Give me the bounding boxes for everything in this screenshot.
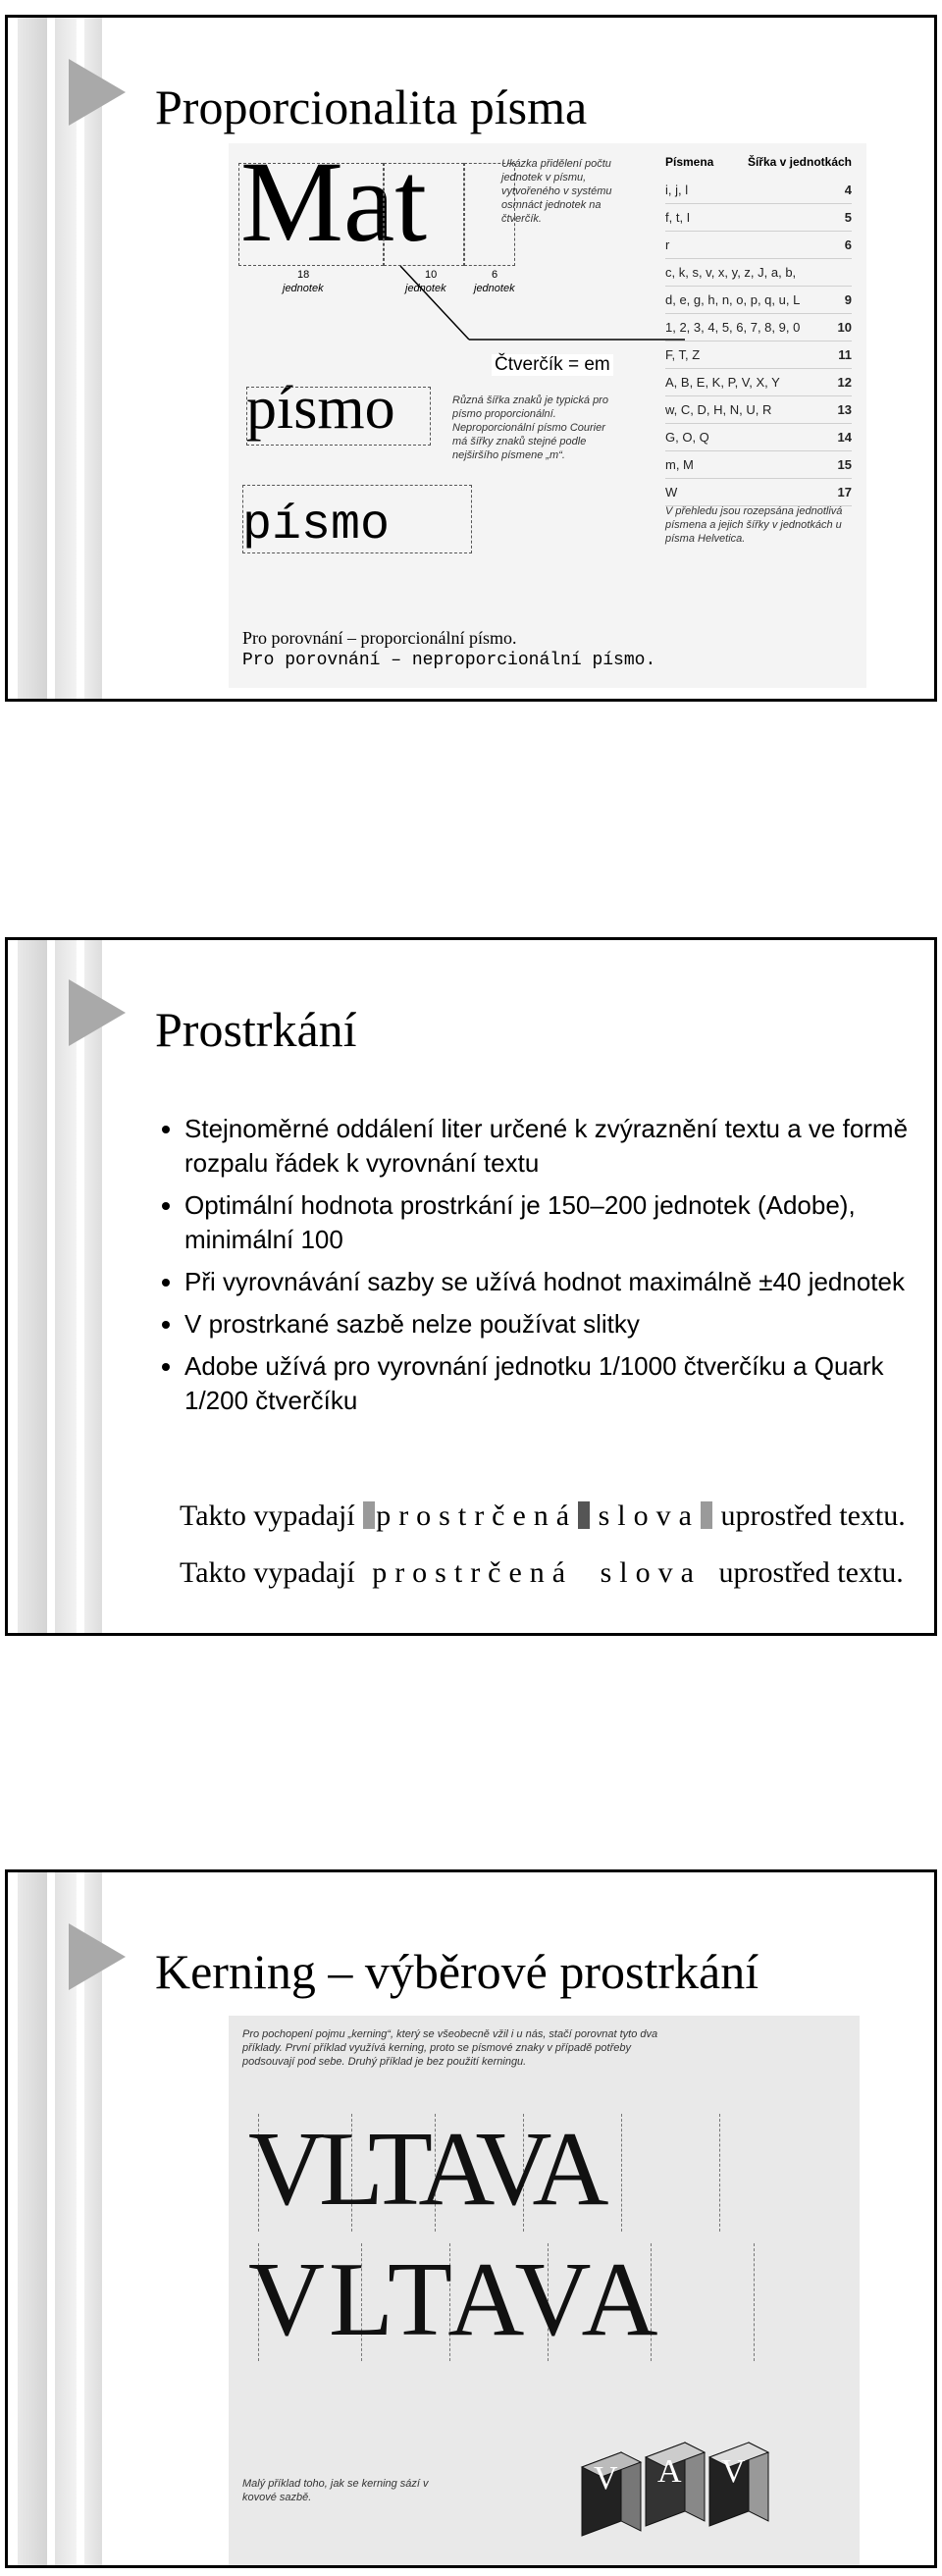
slide-title: Proporcionalita písma [155,79,588,134]
arrow-icon [69,979,126,1046]
note-proportional: Různá šířka znaků je typická pro písmo proporcionální. Neproporcionální písmo Courier má šířky znaků stejné podle nejširšího písmene „m“. [452,394,608,461]
slide-proporcionalita [5,15,937,702]
arrow-icon [69,1923,126,1990]
word-proportional: písmo [246,375,395,442]
table-cell-letters: w, C, D, H, N, U, R [665,402,772,417]
table-header: Písmena Šířka v jednotkách [665,155,852,169]
compare-proportional: Pro porovnání – proporcionální písmo. [242,628,517,648]
list-item: • V prostrkané sazbě nelze používat slitky [184,1307,937,1341]
table-cell-width: 15 [837,457,852,472]
slide-prostrkani [5,937,937,1636]
table-cell-letters: G, O, Q [665,430,709,445]
table-row [665,424,852,451]
figure-kerning [229,2016,860,2568]
table-cell-width: 10 [837,320,852,335]
mat-units: 18 10 6 jednotek jednotek jednotek [283,269,515,294]
table-cell-letters: m, M [665,457,694,472]
word-monospace: písmo [242,498,391,553]
sample-spaced-marked: Takto vypadají prostrčená slova uprostřed textu. [180,1499,906,1532]
table-cell-width: 11 [838,347,852,362]
svg-text:V: V [721,2453,746,2490]
letter-width-table [665,155,852,508]
list-item: • Při vyrovnávání sazby se užívá hodnot maximálně ±40 jednotek [184,1265,937,1299]
table-cell-width: 4 [844,183,852,197]
slide-kerning [5,1869,937,2568]
table-cell-letters: A, B, E, K, P, V, X, Y [665,375,780,390]
table-row [665,259,852,287]
slide-title: Prostrkání [155,1002,357,1057]
table-row [665,204,852,232]
table-cell-letters: 1, 2, 3, 4, 5, 6, 7, 8, 9, 0 [665,320,801,335]
table-cell-letters: W [665,485,678,499]
table-row [665,479,852,506]
list-item: • Adobe užívá pro vyrovnání jednotku 1/1000 čtverčíku a Quark 1/200 čtverčíku [184,1349,937,1418]
list-item: • Optimální hodnota prostrkání je 150–200 jednotek (Adobe), minimální 100 [184,1188,937,1257]
table-cell-width: 12 [837,375,852,390]
kerning-intro: Pro pochopení pojmu „kerning“, který se všeobecně vžil i u nás, stačí porovnat tyto dva příklady. První příklad využívá kerning, proto se písmové znaky v případě potřeby podsouvají pod sebe. Druhý příklad je bez použití kerningu. [242,2028,658,2068]
table-cell-letters: d, e, g, h, n, o, p, q, u, L [665,292,801,307]
table-note: V přehledu jsou rozepsána jednotlivá písmena a jejich šířky v jednotkách u písma Helvetica. [665,505,843,545]
table-cell-letters: c, k, s, v, x, y, z, J, a, b, [665,265,797,280]
ctvercik-label: Čtverčík = em [492,354,613,376]
table-row [665,342,852,369]
table-cell-letters: f, t, I [665,210,691,225]
table-row [665,314,852,342]
table-cell-width: 17 [837,485,852,499]
table-cell-width: 13 [837,402,852,417]
svg-text:A: A [657,2453,682,2490]
table-row [665,451,852,479]
table-cell-width: 9 [844,292,852,307]
metal-type-illustration [562,2428,798,2555]
table-row [665,287,852,314]
table-cell-width: 5 [844,210,852,225]
kerning-bottom-note: Malý příklad toho, jak se kerning sází v kovové sazbě. [242,2478,429,2503]
table-cell-width: 6 [844,237,852,252]
sample-spaced-plain: Takto vypadají prostrčená slova uprostřed textu. [180,1556,904,1589]
note-units: Ukázka přidělení počtu jednotek v písmu, vytvořeného v systému osmnáct jednotek na čtverčík. [501,158,612,225]
slide-title: Kerning – výběrové prostrkání [155,1944,759,1999]
word-kerned: VLTAVA [248,2111,603,2228]
table-cell-width: 14 [837,430,852,445]
svg-text:V: V [594,2460,618,2497]
table-row [665,396,852,424]
figure-proporcionalita [229,143,866,688]
table-row [665,177,852,204]
mat-word: Mat [240,143,428,266]
list-item: • Stejnoměrné oddálení liter určené k zvýraznění textu a ve formě rozpalu řádek k vyrovnání textu [184,1112,937,1181]
table-row [665,369,852,396]
bullet-list [155,1112,937,1426]
table-cell-letters: F, T, Z [665,347,701,362]
compare-monospace: Pro porovnání – neproporcionální písmo. [242,651,656,670]
arrow-icon [69,59,126,126]
table-row [665,232,852,259]
word-unkerned: VLTAVA [248,2241,662,2358]
table-cell-letters: r [665,237,670,252]
table-cell-letters: i, j, l [665,183,689,197]
